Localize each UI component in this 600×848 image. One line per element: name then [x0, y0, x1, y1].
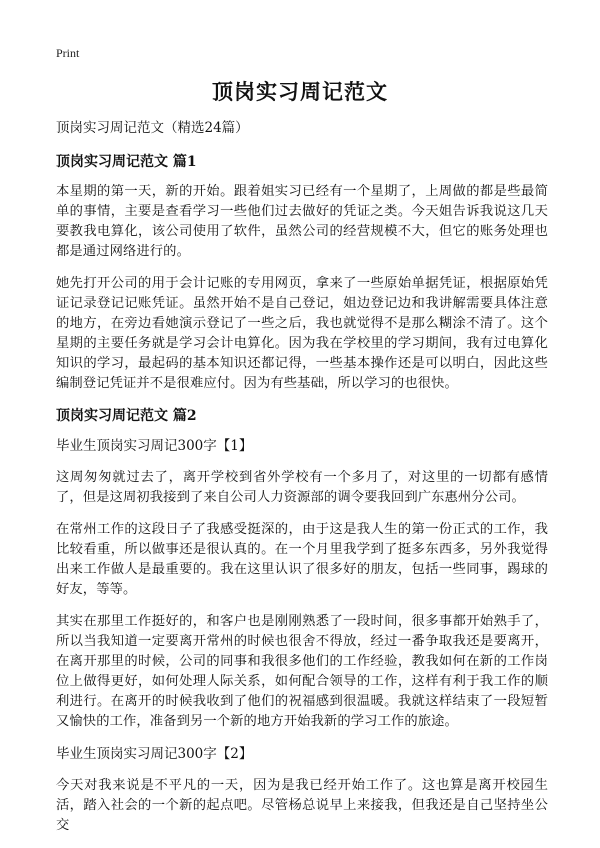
paragraph: 其实在那里工作挺好的，和客户也是刚刚熟悉了一段时间，很多事都开始熟手了，所以当我知道一定要离开常州的时候也很舍不得放，经过一番争取我还是要离开，在离开那里的时候，公司的同事和我很多他们的工作经验，教我如何在新的工作岗位上做得更好，如何处理人际关系，如何配合领导的工作，这样有利于我工作的顺利进行。在离开的时候我收到了他们的祝福感到很温暖。我就这样结束了一段短暂又愉快的工作，准备到另一个新的地方开始我新的学习工作的旅途。 — [56, 614, 548, 729]
paragraph: 她先打开公司的用于会计记账的专用网页，拿来了一些原始单据凭证，根据原始凭证记录登记记账凭证。虽然开始不是自己登记，姐边登记边和我讲解需要具体注意的地方，在旁边看她演示登记了一些之后，我也就觉得不是那么糊涂不清了。这个星期的主要任务就是学习会计电算化。因为我在学校里的学习期间，我有过电算化知识的学习，最起码的基本知识还都记得，一些基本操作还是可以明白，因此这些编制登记凭证并不是很难应付。因为有些基础，所以学习的也很快。 — [56, 276, 548, 391]
document-title: 顶岗实习周记范文 — [212, 79, 388, 104]
section-heading-2: 顶岗实习周记范文 篇2 — [56, 408, 197, 424]
section-heading-1: 顶岗实习周记范文 篇1 — [56, 154, 197, 170]
document-body — [56, 118, 548, 848]
paragraph: 在常州工作的这段日子了我感受挺深的，由于这是我人生的第一份正式的工作，我比较看重，所以做事还是很认真的。在一个月里我学到了挺多东西多，另外我觉得出来工作做人是最重要的。我在这里认识了很多好的朋友，包括一些同事，踢球的好友，等等。 — [56, 522, 548, 597]
paragraph: 今天对我来说是不平凡的一天，因为是我已经开始工作了。这也算是离开校园生活，踏入社会的一个新的起点吧。尽管杨总说早上来接我，但我还是自己坚持坐公交 — [56, 778, 548, 833]
print-label[interactable]: Print — [56, 46, 80, 60]
item-heading-1: 毕业生顶岗实习周记300字【1】 — [56, 438, 253, 454]
paragraph: 本星期的第一天，新的开始。跟着姐实习已经有一个星期了，上周做的都是些最简单的事情，主要是查看学习一些他们过去做好的凭证之类。今天姐告诉我说这几天要教我电算化，该公司使用了软件，虽然公司的经营规模不大，但它的账务处理也都是通过网络进行的。 — [56, 184, 548, 259]
document-subtitle: 顶岗实习周记范文（精选24篇） — [56, 120, 249, 136]
paragraph: 这周匆匆就过去了，离开学校到省外学校有一个多月了，对这里的一切都有感情了，但是这周初我接到了来自公司人力资源部的调令要我回到广东惠州分公司。 — [56, 470, 548, 505]
item-heading-2: 毕业生顶岗实习周记300字【2】 — [56, 746, 253, 762]
